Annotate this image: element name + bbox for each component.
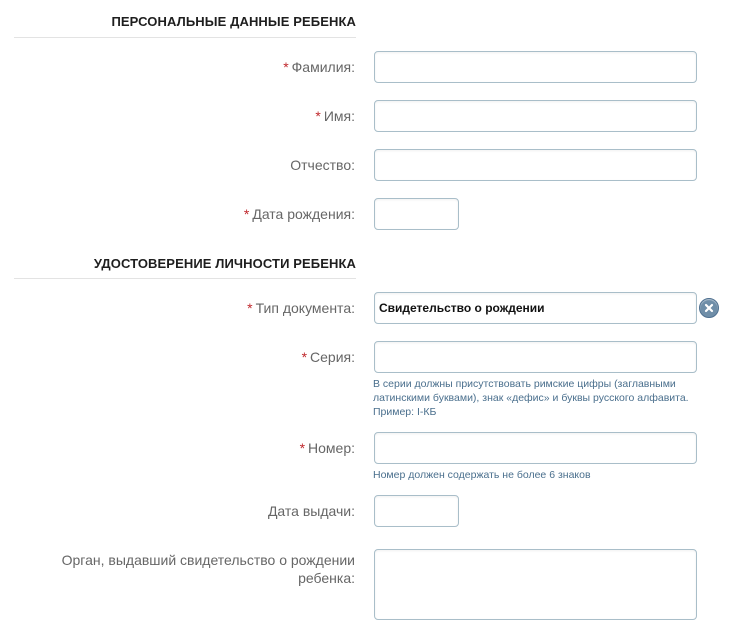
clear-icon — [704, 303, 714, 313]
birthdate-input[interactable] — [374, 198, 459, 230]
required-marker: * — [247, 300, 253, 316]
patronymic-label: Отчество: — [290, 157, 355, 173]
issue-date-input[interactable] — [374, 495, 459, 527]
series-input[interactable] — [374, 341, 697, 373]
issue-date-label: Дата выдачи: — [267, 503, 355, 519]
surname-label: * Фамилия: — [283, 59, 355, 75]
name-label: * Имя: — [315, 108, 355, 124]
doc-type-select[interactable] — [374, 292, 697, 324]
required-marker: * — [283, 59, 289, 75]
series-label: * Серия: — [301, 349, 355, 365]
clear-doc-type-button[interactable] — [699, 298, 719, 318]
number-hint: Номер должен содержать не более 6 знаков — [373, 469, 591, 481]
doc-type-label: * Тип документа: — [247, 300, 355, 316]
birthdate-label: * Дата рождения: — [243, 206, 355, 222]
patronymic-input[interactable] — [374, 149, 697, 181]
series-hint: В серии должны присутствовать римские цифры (заглавными латинскими буквами), знак «дефис» и буквы русского алфавита. Пример: I-КБ — [373, 378, 689, 418]
section-divider — [14, 37, 356, 38]
authority-textarea[interactable] — [374, 549, 697, 620]
required-marker: * — [301, 349, 308, 365]
authority-label: Орган, выдавший свидетельство о рождении ребенка: — [61, 552, 355, 586]
number-input[interactable] — [374, 432, 697, 464]
section-divider — [14, 278, 356, 279]
required-marker: * — [315, 108, 321, 124]
section-title-identity: УДОСТОВЕРЕНИЕ ЛИЧНОСТИ РЕБЕНКА — [93, 256, 356, 271]
section-title-personal: ПЕРСОНАЛЬНЫЕ ДАННЫЕ РЕБЕНКА — [111, 14, 356, 29]
number-label: * Номер: — [299, 440, 355, 456]
required-marker: * — [243, 206, 250, 222]
surname-input[interactable] — [374, 51, 697, 83]
required-marker: * — [299, 440, 306, 456]
name-input[interactable] — [374, 100, 697, 132]
doc-type-selected-value: Свидетельство о рождении — [379, 301, 545, 315]
